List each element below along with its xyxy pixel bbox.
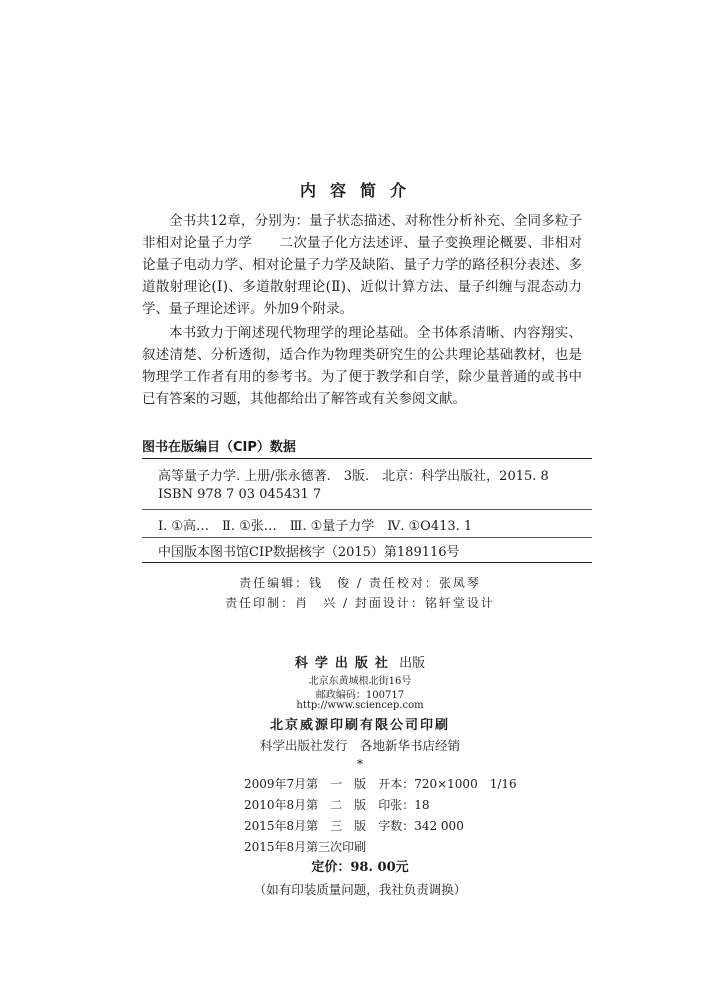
cip-record-line: 中国版本图书馆CIP数据核字（2015）第189116号 <box>158 545 460 560</box>
edition-date: 2010年8月第 二 版 <box>244 798 367 812</box>
cip-heading: 图书在版编目（CIP）数据 <box>142 440 296 455</box>
separator-star: * <box>356 756 364 771</box>
publisher-postcode: 邮政编码：100717 <box>315 690 405 701</box>
edition-info: 开本：720×1000 1/16 <box>378 777 517 791</box>
quality-note: （如有印装质量问题，我社负责调换） <box>253 882 467 897</box>
edition-row <box>244 816 544 837</box>
publisher-address: 北京东黄城根北街16号 <box>308 676 412 687</box>
distribution-line: 科学出版社发行 各地新华书店经销 <box>259 738 460 753</box>
price-line: 定价：98. 00元 <box>311 860 409 875</box>
edition-date: 2015年8月第 三 版 <box>244 819 367 833</box>
cip-classification-line: Ⅰ. ①高… Ⅱ. ①张… Ⅲ. ①量子力学 Ⅳ. ①O413. 1 <box>158 519 473 534</box>
publisher-suffix: 出版 <box>399 656 426 671</box>
edition-info: 印张：18 <box>378 798 430 812</box>
cip-divider <box>142 509 592 510</box>
edition-date: 2015年8月第三次印刷 <box>244 840 367 854</box>
summary-body <box>142 210 582 412</box>
edition-row <box>244 774 544 795</box>
editors-line-1: 责任编辑：钱 俊 / 责任校对：张凤琴 <box>239 576 481 590</box>
cip-title-line: 高等量子力学. 上册/张永德著. 3版. 北京：科学出版社，2015. 8 <box>158 469 549 484</box>
edition-row <box>244 837 544 858</box>
edition-date: 2009年7月第 一 版 <box>244 777 367 791</box>
edition-info: 字数：342 000 <box>378 819 464 833</box>
summary-paragraph-2: 本书致力于阐述现代物理学的理论基础。全书体系清晰、内容翔实、叙述清楚、分析透彻，适合作为物理类研究生的公共理论基础教材，也是物理学工作者有用的参考书。为了便于教学和自学，除少量普通的或书中已有答案的习题，其他都给出了解答或有关参阅文献。 <box>142 325 582 407</box>
cip-isbn-line: ISBN 978 7 03 045431 7 <box>158 487 322 502</box>
printer-line: 北京威源印刷有限公司印刷 <box>269 718 450 733</box>
publisher-website: http://www.sciencep.com <box>296 700 424 711</box>
summary-paragraph-1: 全书共12章，分别为：量子状态描述、对称性分析补充、全同多粒子非相对论量子力学 二次量子化方法述评、量子变换理论概要、非相对论量子电动力学、相对论量子力学及缺陷、量子力学的路径积分表述、多道散射理论(Ⅰ)、多道散射理论(Ⅱ)、近似计算方法、量子纠缠与混态动力学、量子理论述评。外加9个附录。 <box>142 213 582 317</box>
editors-line-2: 责任印制：肖 兴 / 封面设计：铭轩堂设计 <box>225 596 495 610</box>
edition-block <box>244 774 544 858</box>
publisher-line <box>0 652 720 671</box>
cip-data-box <box>142 458 592 563</box>
summary-title: 内容简介 <box>299 181 420 200</box>
cip-divider <box>142 537 592 538</box>
publisher-name: 科学出版社 <box>294 656 395 671</box>
edition-row <box>244 795 544 816</box>
